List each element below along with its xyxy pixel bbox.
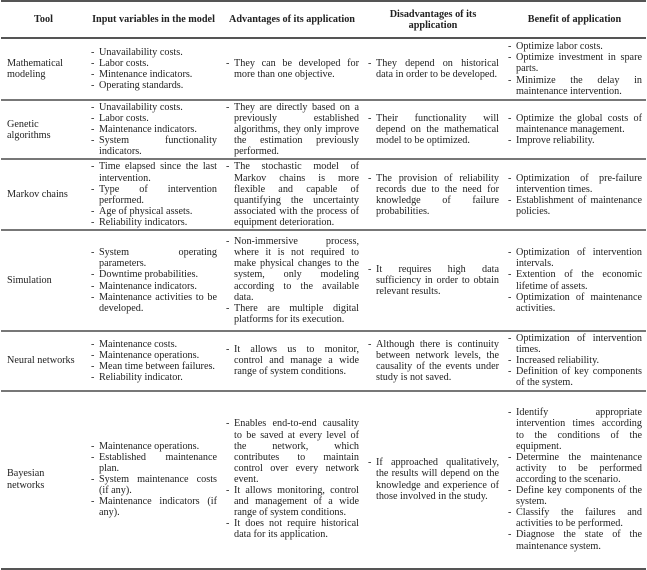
advantages-cell <box>221 100 363 159</box>
list-item: - Their functionality will depend on the mathematical model to be optimized. <box>367 113 499 146</box>
list-item: - Type of intervention performed. <box>90 184 217 206</box>
inputs-cell <box>86 230 221 331</box>
tool-name: Markov chains <box>1 159 86 230</box>
list-item: - Reliability indicator. <box>90 372 217 383</box>
benefits-list <box>507 173 642 217</box>
header-disadvantages: Disadvantages of its application <box>363 1 503 38</box>
list-item: - Definition of key components of the system. <box>507 366 642 388</box>
inputs-cell <box>86 159 221 230</box>
list-item: - Labor costs. <box>90 113 217 124</box>
disadvantages-cell <box>363 159 503 230</box>
list-item: - System maintenance costs (if any). <box>90 474 217 496</box>
list-item: - The stochastic model of Markov chains is more flexible and capable of quantifying the uncertainty associated with the process of equipment deterioration. <box>225 161 359 228</box>
disadvantages-list <box>367 264 499 297</box>
disadvantages-list <box>367 58 499 80</box>
tool-name: Genetic algorithms <box>1 100 86 159</box>
list-item: - They are directly based on a previously established algorithms, they only improve the estimation previously performed. <box>225 102 359 157</box>
list-item: - Optimization of intervention intervals. <box>507 247 642 269</box>
benefits-list <box>507 113 642 146</box>
advantages-cell <box>221 159 363 230</box>
header-inputs: Input variables in the model <box>86 1 221 38</box>
header-advantages: Advantages of its application <box>221 1 363 38</box>
inputs-cell <box>86 391 221 569</box>
advantages-cell <box>221 391 363 569</box>
inputs-list <box>90 247 217 314</box>
header-benefits: Benefit of application <box>503 1 646 38</box>
disadvantages-cell <box>363 230 503 331</box>
disadvantages-cell <box>363 100 503 159</box>
list-item: - Established maintenance plan. <box>90 452 217 474</box>
list-item: - Mintenance indicators. <box>90 69 217 80</box>
disadvantages-list <box>367 339 499 383</box>
list-item: - Maintenance activities to be developed. <box>90 292 217 314</box>
list-item: - Maintenance operations. <box>90 350 217 361</box>
tool-name: Mathematical modeling <box>1 38 86 100</box>
header-row <box>1 1 646 38</box>
disadvantages-cell <box>363 391 503 569</box>
benefits-cell <box>503 331 646 390</box>
table-row <box>1 100 646 159</box>
disadvantages-cell <box>363 38 503 100</box>
list-item: - There are multiple digital platforms for its execution. <box>225 303 359 325</box>
list-item: - The provision of reliability records due to the need for knowledge of failure probabilities. <box>367 173 499 217</box>
list-item: - Identify appropriate intervention times according to the conditions of the equipment. <box>507 407 642 451</box>
list-item: - Maintenance indicators. <box>90 124 217 135</box>
list-item: - Although there is continuity between network levels, the causality of the events under study is not saved. <box>367 339 499 383</box>
inputs-list <box>90 47 217 91</box>
advantages-list <box>225 344 359 377</box>
list-item: - Determine the maintenance activity to be performed according to the scenario. <box>507 452 642 485</box>
header-tool: Tool <box>1 1 86 38</box>
benefits-cell <box>503 100 646 159</box>
tools-comparison-table <box>1 0 646 570</box>
benefits-cell <box>503 391 646 569</box>
list-item: - Maintenance operations. <box>90 441 217 452</box>
advantages-list <box>225 102 359 157</box>
list-item: - Optimize labor costs. <box>507 41 642 52</box>
table-row <box>1 331 646 390</box>
list-item: - They depend on historical data in order to be developed. <box>367 58 499 80</box>
advantages-list <box>225 236 359 325</box>
list-item: - Unavailability costs. <box>90 102 217 113</box>
list-item: - Mean time between failures. <box>90 361 217 372</box>
list-item: - If approached qualitatively, the results will depend on the knowledge and experience of those involved in the study. <box>367 457 499 501</box>
list-item: - Maintenance costs. <box>90 339 217 350</box>
benefits-cell <box>503 159 646 230</box>
table-row <box>1 230 646 331</box>
list-item: - Extention of the economic lifetime of assets. <box>507 269 642 291</box>
benefits-cell <box>503 230 646 331</box>
advantages-cell <box>221 230 363 331</box>
list-item: - System operating parameters. <box>90 247 217 269</box>
list-item: - Optimization of maintenance activities. <box>507 292 642 314</box>
list-item: - Optimize the global costs of maintenance management. <box>507 113 642 135</box>
advantages-cell <box>221 38 363 100</box>
table-row <box>1 159 646 230</box>
list-item: - Define key components of the system. <box>507 485 642 507</box>
inputs-list <box>90 102 217 157</box>
list-item: - Reliability indicators. <box>90 217 217 228</box>
list-item: - Maintenance indicators (if any). <box>90 496 217 518</box>
table-row <box>1 391 646 569</box>
list-item: - Optimization of pre-failure intervention times. <box>507 173 642 195</box>
list-item: - Unavailability costs. <box>90 47 217 58</box>
list-item: - Establishment of maintenance policies. <box>507 195 642 217</box>
disadvantages-list <box>367 457 499 501</box>
disadvantages-list <box>367 173 499 217</box>
benefits-list <box>507 41 642 96</box>
list-item: - Enables end-to-end causality to be saved at every level of the network, which contributes to maintain control over every network event. <box>225 418 359 485</box>
list-item: - Time elapsed since the last intervention. <box>90 161 217 183</box>
inputs-cell <box>86 38 221 100</box>
list-item: - It allows monitoring, control and management of a wide range of system conditions. <box>225 485 359 518</box>
tool-name: Bayesian networks <box>1 391 86 569</box>
list-item: - System functionality indicators. <box>90 135 217 157</box>
inputs-list <box>90 339 217 383</box>
benefits-cell <box>503 38 646 100</box>
inputs-cell <box>86 331 221 390</box>
list-item: - Diagnose the state of the maintenance system. <box>507 529 642 551</box>
list-item: - Maintenance indicators. <box>90 281 217 292</box>
disadvantages-cell <box>363 331 503 390</box>
advantages-cell <box>221 331 363 390</box>
inputs-list <box>90 441 217 519</box>
list-item: - Minimize the delay in maintenance intervention. <box>507 75 642 97</box>
advantages-list <box>225 58 359 80</box>
list-item: - It requires high data sufficiency in order to obtain relevant results. <box>367 264 499 297</box>
list-item: - Operating standards. <box>90 80 217 91</box>
list-item: - Improve reliability. <box>507 135 642 146</box>
benefits-list <box>507 333 642 388</box>
inputs-cell <box>86 100 221 159</box>
list-item: - It does not require historical data for its application. <box>225 518 359 540</box>
list-item: - Downtime probabilities. <box>90 269 217 280</box>
tool-name: Neural networks <box>1 331 86 390</box>
list-item: - They can be developed for more than one objective. <box>225 58 359 80</box>
list-item: - Labor costs. <box>90 58 217 69</box>
table-row <box>1 38 646 100</box>
benefits-list <box>507 407 642 551</box>
advantages-list <box>225 161 359 228</box>
list-item: - Non-immersive process, where it is not required to make physical changes to the system, only modeling according to the available data. <box>225 236 359 303</box>
benefits-list <box>507 247 642 314</box>
list-item: - It allows us to monitor, control and manage a wide range of system conditions. <box>225 344 359 377</box>
list-item: - Age of physical assets. <box>90 206 217 217</box>
list-item: - Classify the failures and activities to be performed. <box>507 507 642 529</box>
disadvantages-list <box>367 113 499 146</box>
tool-name: Simulation <box>1 230 86 331</box>
list-item: - Increased reliability. <box>507 355 642 366</box>
advantages-list <box>225 418 359 540</box>
inputs-list <box>90 161 217 228</box>
list-item: - Optimization of intervention times. <box>507 333 642 355</box>
list-item: - Optimize investment in spare parts. <box>507 52 642 74</box>
